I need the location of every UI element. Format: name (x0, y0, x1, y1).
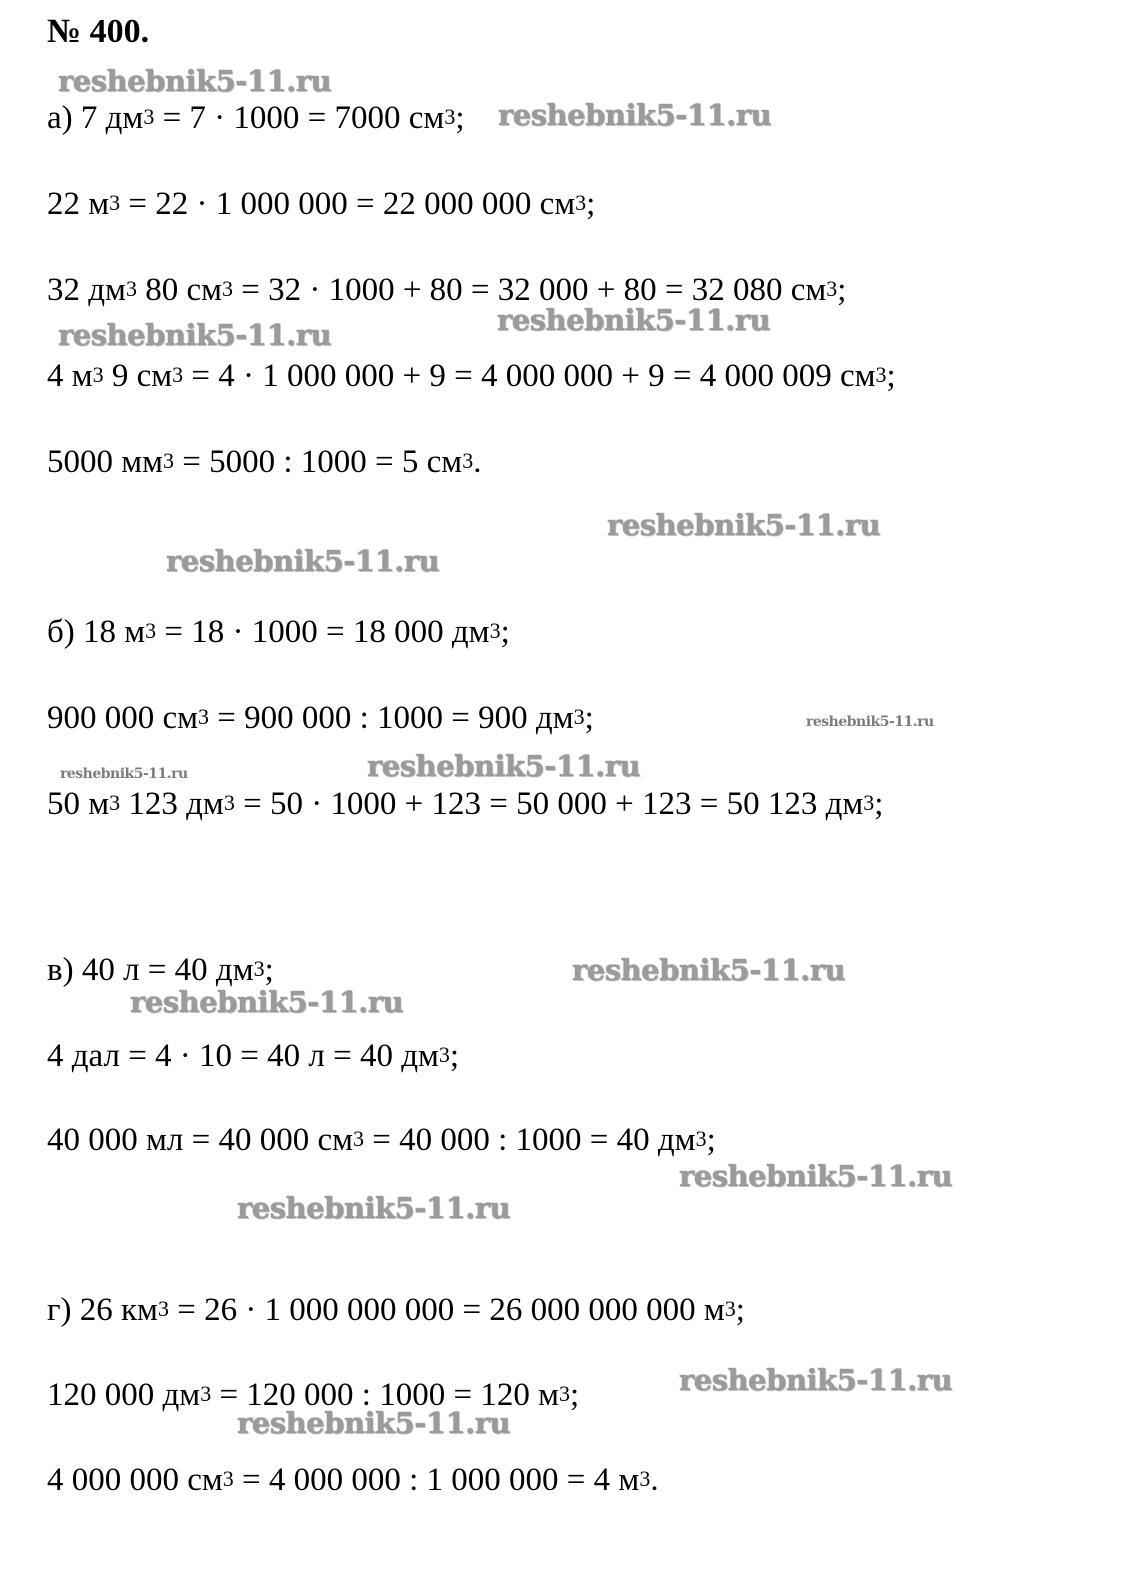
watermark: reshebnik5-11.ru (367, 749, 641, 783)
watermark: reshebnik5-11.ru (237, 1406, 511, 1440)
watermark: reshebnik5-11.ru (607, 508, 881, 542)
solution-line-v3: 40 000 мл = 40 000 $см^3 = 40$ 000 : 1000 = 40 $дм^3$; (47, 1122, 716, 1158)
solution-line-a5: 5000 $мм^3 = 5000$ : 1000 = 5 $см^3$. (47, 444, 482, 480)
watermark: reshebnik5-11.ru (497, 303, 771, 337)
watermark: reshebnik5-11.ru (679, 1363, 953, 1397)
solution-line-g1: г) 26 $км^3 = 26 \cdot 1$ 000 000 000 = 26 000 000 000 $м^3$; (47, 1292, 745, 1328)
solution-line-a4: 4 $м^3$ 9 $см^3 = 4 \cdot 1$ 000 000 + 9 = 4 000 000 + 9 = 4 000 009 $см^3$; (47, 358, 896, 394)
solution-line-b3: 50 $м^3$ 123 $дм^3 = 50 \cdot 1000 + 123 = 50$ 000 + 123 = 50 123 $дм^3$; (47, 786, 884, 822)
solution-line-b2: 900 000 $см^3 = 900$ 000 : 1000 = 900 $дм^3$; (47, 700, 594, 736)
watermark: reshebnik5-11.ru (572, 953, 846, 987)
solution-line-a2: 22 $м^3 = 22 \cdot 1$ 000 000 = 22 000 000 $см^3$; (47, 186, 596, 222)
solution-line-a1: а) 7 $дм^3 = 7 \cdot 1000 = 7000$ $см^3$; (47, 100, 465, 136)
solution-line-v2: 4 дал = 4 · 10 = 40 л = 40 $дм^3$; (47, 1038, 460, 1074)
solution-line-b1: б) 18 $м^3 = 18 \cdot 1000 = 18$ 000 $дм^3$; (47, 614, 510, 650)
watermark: reshebnik5-11.ru (166, 544, 440, 578)
watermark: reshebnik5-11.ru (130, 985, 404, 1019)
watermark: reshebnik5-11.ru (806, 714, 934, 730)
solution-line-g2: 120 000 $дм^3 = 120$ 000 : 1000 = 120 $м^3$; (47, 1377, 580, 1413)
watermark: reshebnik5-11.ru (60, 766, 188, 782)
solution-line-v1: в) 40 л = 40 $дм^3$; (47, 952, 274, 988)
watermark: reshebnik5-11.ru (58, 64, 332, 98)
solution-line-g3: 4 000 000 $см^3 = 4$ 000 000 : 1 000 000 = 4 $м^3$. (47, 1462, 659, 1498)
solution-line-a3: 32 $дм^3$ 80 $см^3 = 32 \cdot 1000 + 80 = 32$ 000 + 80 = 32 080 $см^3$; (47, 272, 847, 308)
problem-number: № 400. (47, 13, 150, 50)
watermark: reshebnik5-11.ru (679, 1159, 953, 1193)
watermark: reshebnik5-11.ru (237, 1191, 511, 1225)
watermark: reshebnik5-11.ru (58, 318, 332, 352)
watermark: reshebnik5-11.ru (498, 98, 772, 132)
